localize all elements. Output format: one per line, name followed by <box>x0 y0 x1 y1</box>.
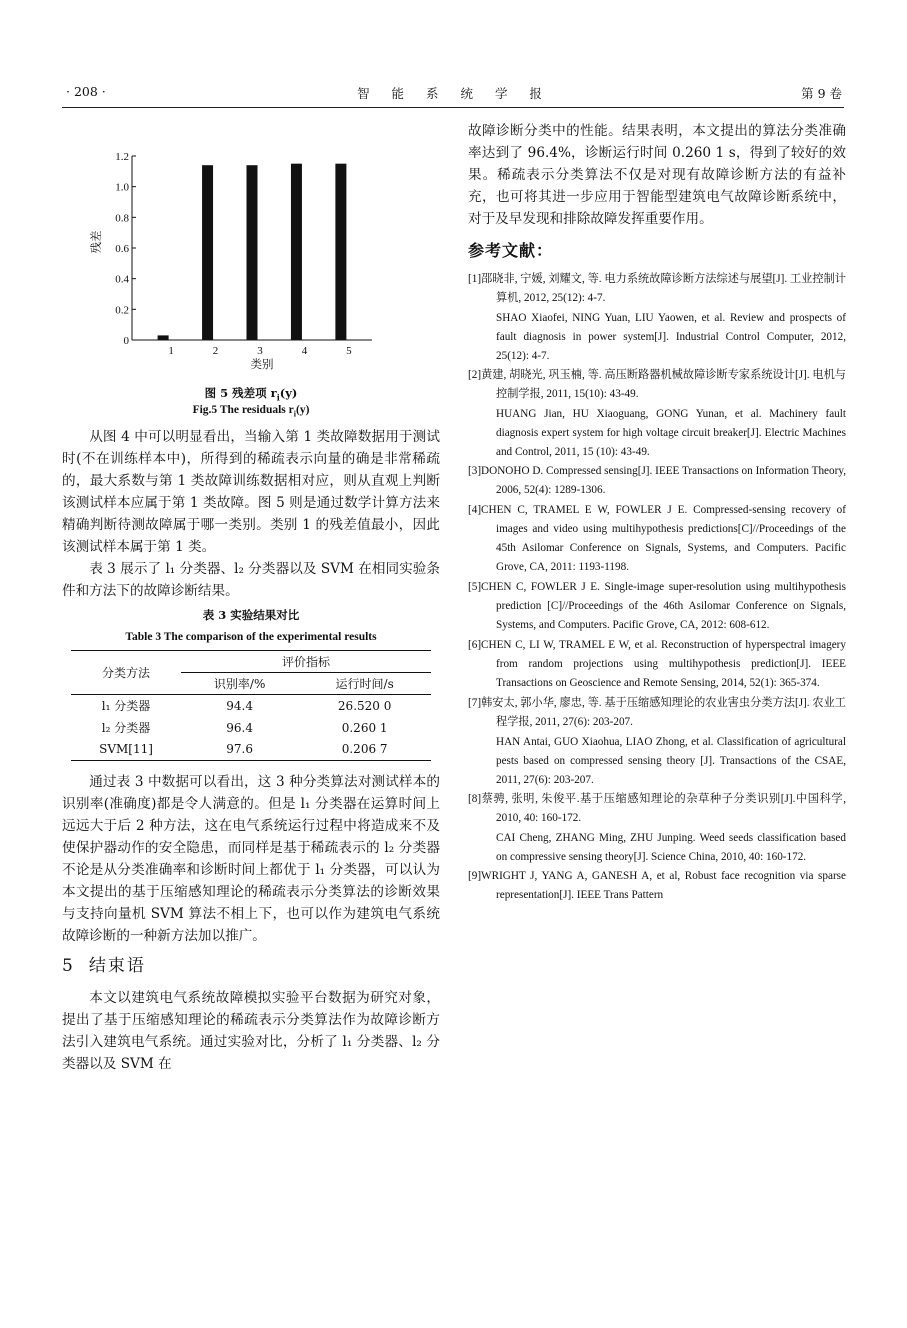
residuals-bar-chart <box>62 120 440 382</box>
paragraph-figure-analysis: 从图 4 中可以明显看出，当输入第 1 类故障数据用于测试时(不在训练样本中)，所得到的稀疏表示向量的确是非常稀疏的，最大系数与第 1 类故障训练数据相对应，则从直观上判断该测试样本应属于第 1 类故障。图 5 则是通过数学计算方法来精确判断待测故障属于哪一类别。类别 1 的残差值最小，因此该测试样本属于第 1 类。 <box>62 429 440 555</box>
header-rule <box>62 107 844 108</box>
page-number: · 208 · <box>66 84 106 99</box>
table-row <box>71 695 431 717</box>
row-time: 0.206 7 <box>298 739 431 761</box>
results-table <box>71 650 431 761</box>
section-title: 结束语 <box>88 956 146 976</box>
row-method: SVM[11] <box>71 739 181 761</box>
bar <box>291 164 302 340</box>
y-tick-label: 1.2 <box>115 151 129 163</box>
col-group-header: 评价指标 <box>181 651 431 673</box>
y-axis-label: 残差 <box>89 230 103 254</box>
figure-caption-en <box>62 404 440 426</box>
reference-item-en: SHAO Xiaofei, NING Yuan, LIU Yaowen, et al. Review and prospects of fault diagnosis in power system[J]. Industrial Control Computer, 2012, 25(12): 4-7. <box>496 312 846 362</box>
row-rate: 94.4 <box>226 698 253 713</box>
right-column <box>468 120 846 906</box>
caption-cn-tail: (y) <box>279 386 298 400</box>
reference-item: [2]黄建, 胡晓光, 巩玉楠, 等. 高压断路器机械故障诊断专家系统设计[J]. 电机与控制学报, 2011, 15(10): 43-49. <box>468 369 846 400</box>
volume-label: 第 9 卷 <box>801 86 842 101</box>
row-method: l₂ 分类器 <box>101 721 151 735</box>
reference-item: [7]韩安太, 郭小华, 廖忠, 等. 基于压缩感知理论的农业害虫分类方法[J]. 农业工程学报, 2011, 27(6): 203-207. <box>468 697 846 728</box>
col-rate-header: 识别率/% <box>181 673 298 695</box>
x-tick-label: 1 <box>168 345 174 357</box>
reference-list <box>468 270 846 905</box>
y-tick-label: 0.4 <box>115 273 129 286</box>
reference-item-en: HUANG Jian, HU Xiaoguang, GONG Yunan, et al. Machinery fault diagnosis expert system for high voltage circuit breaker[J]. Electric Machines and Control, 2011, 15 (10): 43-49. <box>496 408 846 458</box>
paragraph-table-intro: 表 3 展示了 l₁ 分类器、l₂ 分类器以及 SVM 在相同实验条件和方法下的故障诊断结果。 <box>62 561 440 599</box>
row-time: 0.260 1 <box>341 720 388 735</box>
bar <box>247 165 258 340</box>
table-row <box>71 739 431 761</box>
y-tick-label: 0.6 <box>115 243 129 255</box>
row-rate: 97.6 <box>181 739 298 761</box>
reference-item-en: HAN Antai, GUO Xiaohua, LIAO Zhong, et al. Classification of agricultural pests based on compressed sensing theory [J]. Transactions of the CSAE, 2011, 27(6): 203-207. <box>496 736 846 786</box>
y-tick-label: 0.8 <box>115 212 129 225</box>
caption-en-sub: i <box>293 409 296 419</box>
row-time: 26.520 0 <box>337 698 392 713</box>
caption-en-text: Fig.5 The residuals r <box>192 404 294 416</box>
caption-cn-text: 图 5 残差项 r <box>204 386 277 400</box>
bar <box>335 164 346 340</box>
col-method-header: 分类方法 <box>71 651 181 695</box>
x-tick-label: 3 <box>257 345 263 357</box>
row-rate: 96.4 <box>226 720 253 735</box>
bar <box>202 165 213 340</box>
caption-en-tail: (y) <box>295 404 310 416</box>
section-heading <box>62 953 440 979</box>
paragraph-table-analysis: 通过表 3 中数据可以看出，这 3 种分类算法对测试样本的识别率(准确度)都是令人满意的。但是 l₁ 分类器在运算时间上远远大于后 2 种方法，这在电气系统运行过程中将造成来不及使保护器动作的安全隐患，而同样是基于稀疏表示的 l₂ 分类器不论是从分类准确率和诊断时间上都优于 l₁ 分类器，可以认为本文提出的基于压缩感知理论的稀疏表示分类算法的诊断效果与支持向量机 SVM 算法不相上下，也可以作为建筑电气系统故障诊断的一种新方法加以推广。 <box>62 774 440 944</box>
x-tick-label: 2 <box>212 345 219 357</box>
col-time-header: 运行时间/s <box>298 673 431 695</box>
paragraph-conclusion: 本文以建筑电气系统故障模拟实验平台数据为研究对象，提出了基于压缩感知理论的稀疏表示分类算法作为故障诊断方法引入建筑电气系统。通过实验对比，分析了 l₁ 分类器、l₂ 分类器以及 SVM 在 <box>62 990 440 1072</box>
x-axis-label: 类别 <box>250 357 274 371</box>
figure-caption-cn <box>62 385 440 404</box>
journal-title: 智 能 系 统 学 报 <box>357 86 551 101</box>
left-column <box>62 120 440 1075</box>
y-tick-label: 1.0 <box>115 181 129 194</box>
table-title-cn: 表 3 实验结果对比 <box>202 608 300 622</box>
reference-item: [8]蔡骋, 张明, 朱俊平.基于压缩感知理论的杂草种子分类识别[J].中国科学, 2010, 40: 160-172. <box>468 793 846 824</box>
paragraph-conclusion-cont: 故障诊断分类中的性能。结果表明，本文提出的算法分类准确率达到了 96.4%，诊断运行时间 0.260 1 s，得到了较好的效果。稀疏表示分类算法不仅是对现有故障诊断方法的有益补充，也可将其进一步应用于智能型建筑电气故障诊断系统中，对于及早发现和排除故障发挥重要作用。 <box>468 123 846 227</box>
x-tick-label: 5 <box>346 345 352 357</box>
y-tick-label: 0 <box>123 335 129 347</box>
section-number: 5 <box>62 956 75 976</box>
reference-item: [9]WRIGHT J, YANG A, GANESH A, et al, Robust face recognition via sparse representation[J]. IEEE Trans Pattern <box>468 870 846 901</box>
reference-item-en: CAI Cheng, ZHANG Ming, ZHU Junping. Weed seeds classification based on compressive sensing theory[J]. Science China, 2010, 40: 160-172. <box>496 832 846 863</box>
table-title-en: Table 3 The comparison of the experimental results <box>125 631 377 643</box>
reference-item: [6]CHEN C, LI W, TRAMEL E W, et al. Reconstruction of hyperspectral imagery from random projections using multihypothesis prediction[J]. IEEE Transactions on Geoscience and Remote Sensing, 2014, 52(1): 365-374. <box>468 639 846 689</box>
figure-5-chart <box>62 120 440 382</box>
reference-item: [4]CHEN C, TRAMEL E W, FOWLER J E. Compressed-sensing recovery of images and video using multihypothesis predictions[C]//Proceedings of the 45th Asilomar Conference on Signals, Systems, and Computers. Pacific Grove, CA, 2011: 1193-1198. <box>468 504 846 573</box>
reference-item: [3]DONOHO D. Compressed sensing[J]. IEEE Transactions on Information Theory, 2006, 52(4): 1289-1306. <box>468 465 846 496</box>
x-tick-label: 4 <box>301 345 308 357</box>
row-method: l₁ 分类器 <box>101 699 151 714</box>
running-head <box>66 84 842 104</box>
reference-item: [1]邵晓非, 宁媛, 刘耀文, 等. 电力系统故障诊断方法综述与展望[J]. 工业控制计算机, 2012, 25(12): 4-7. <box>468 273 846 304</box>
y-tick-label: 0.2 <box>115 304 129 317</box>
reference-item: [5]CHEN C, FOWLER J E. Single-image super-resolution using multihypothesis prediction [C]//Proceedings of the 46th Asilomar Conference on Signals, Systems, and Computers. Pacific Grove, CA, 2012: 608-612. <box>468 581 846 631</box>
references-heading: 参考文献： <box>468 241 554 260</box>
caption-cn-sub: i <box>276 392 280 403</box>
table-row <box>71 717 431 739</box>
